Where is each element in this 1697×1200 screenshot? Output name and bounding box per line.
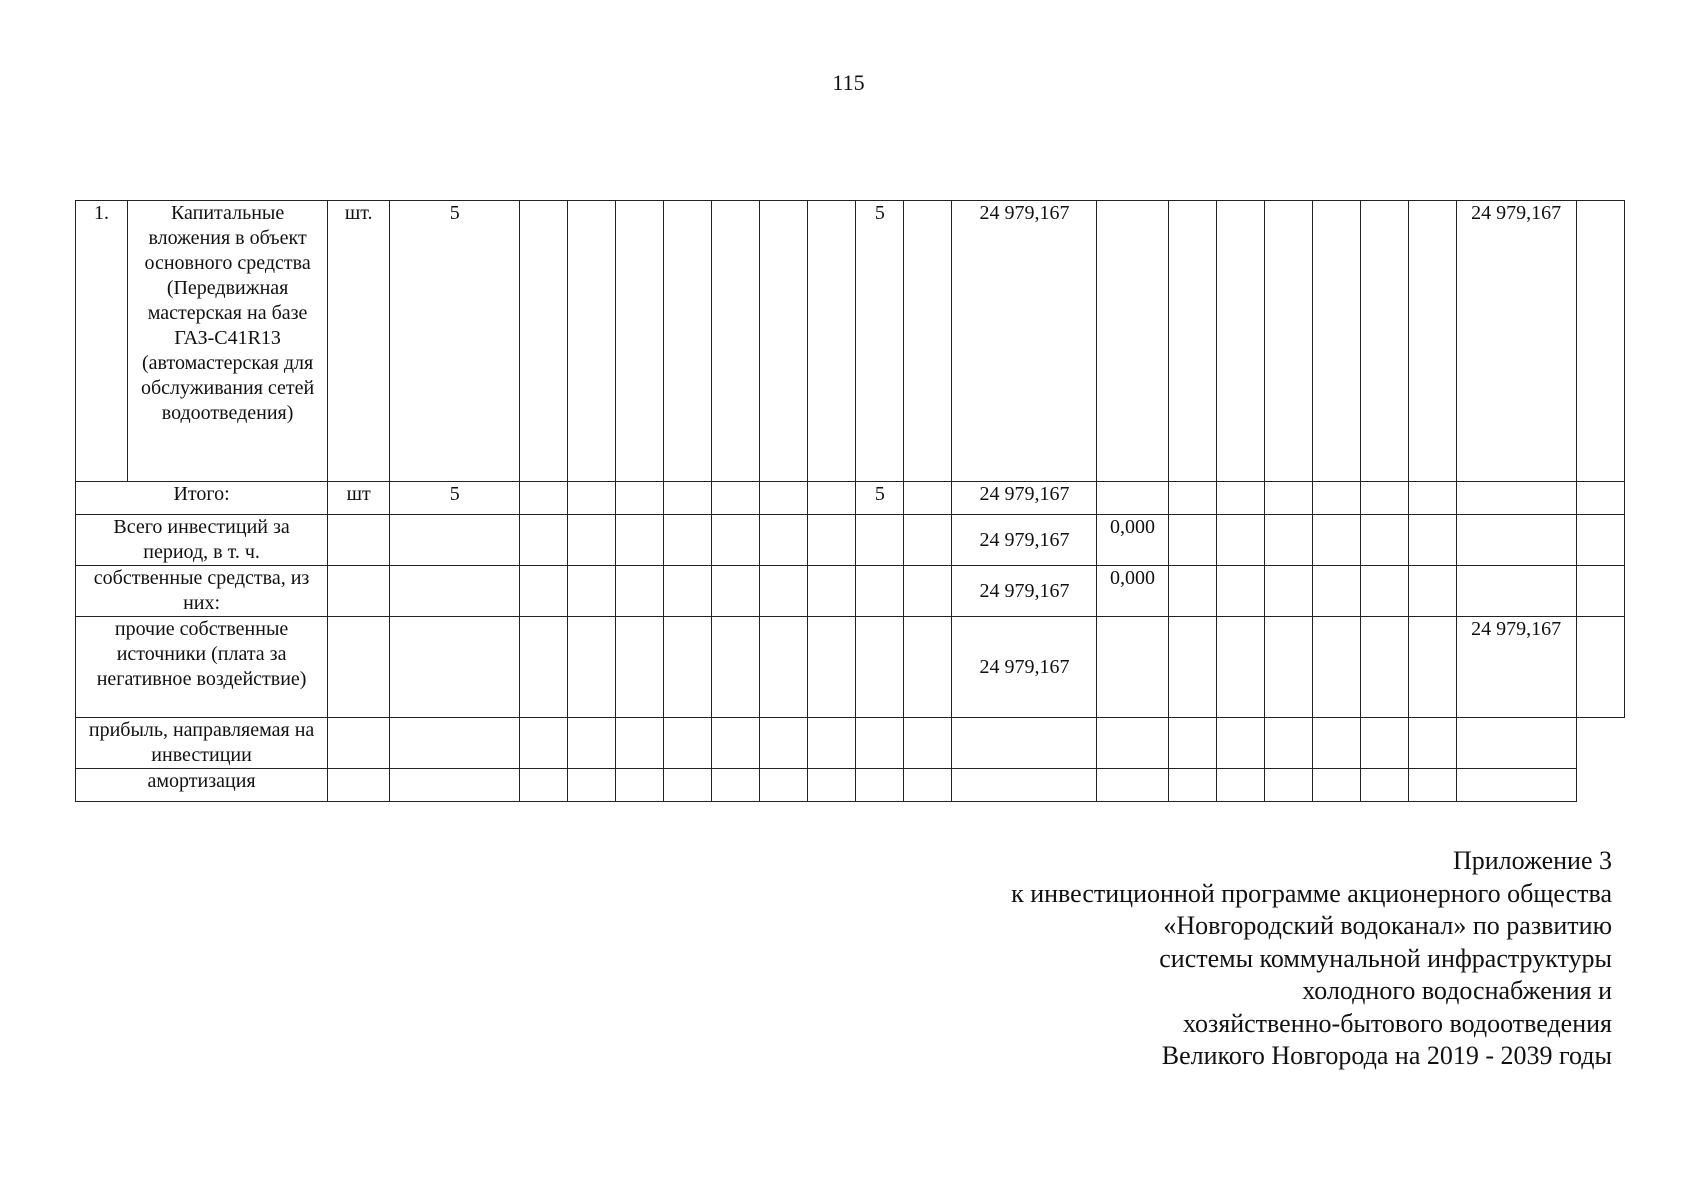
cell-empty xyxy=(1312,718,1360,769)
cell-empty xyxy=(760,617,808,718)
cell-total-qty: 5 xyxy=(390,482,520,515)
cell-empty xyxy=(1576,201,1624,482)
cell-item-unit: шт. xyxy=(328,201,390,482)
cell-empty xyxy=(760,566,808,617)
cell-empty xyxy=(1312,201,1360,482)
page-number: 115 xyxy=(832,70,865,95)
cell-empty xyxy=(1312,769,1360,802)
cell-empty xyxy=(808,515,856,566)
appendix-line: к инвестиционной программе акционерного общества xyxy=(1011,878,1612,908)
cell-empty xyxy=(616,617,664,718)
cell-empty xyxy=(1264,201,1312,482)
cell-empty xyxy=(1168,201,1216,482)
cell-empty xyxy=(1360,718,1408,769)
cell-empty xyxy=(1456,769,1576,802)
cell-empty xyxy=(390,566,520,617)
cell-own-value: 0,000 xyxy=(1097,566,1168,617)
cell-empty xyxy=(1312,566,1360,617)
cell-empty xyxy=(568,566,616,617)
cell-empty xyxy=(1408,515,1456,566)
cell-other-amount: 24 979,167 xyxy=(952,617,1097,718)
table-row-all-investments xyxy=(76,515,1625,566)
cell-empty xyxy=(616,515,664,566)
cell-empty xyxy=(1168,718,1216,769)
cell-empty xyxy=(856,769,904,802)
cell-empty xyxy=(1264,718,1312,769)
cell-empty xyxy=(520,718,568,769)
table-row-other-sources xyxy=(76,617,1625,718)
cell-other-label: прочие собственные источники (плата за негативное воздействие) xyxy=(76,617,328,718)
cell-empty xyxy=(1168,515,1216,566)
cell-empty xyxy=(904,617,952,718)
appendix-line: «Новгородский водоканал» по развитию xyxy=(1163,911,1612,940)
cell-total-qty2: 5 xyxy=(856,482,904,515)
cell-empty xyxy=(760,201,808,482)
cell-empty xyxy=(1576,515,1624,566)
cell-total-label: Итого: xyxy=(76,482,328,515)
table-row-own-funds xyxy=(76,566,1625,617)
cell-empty xyxy=(664,718,712,769)
cell-empty xyxy=(1216,482,1264,515)
cell-empty xyxy=(1097,718,1168,769)
cell-empty xyxy=(1408,566,1456,617)
cell-empty xyxy=(328,718,390,769)
cell-empty xyxy=(904,201,952,482)
cell-item-qty: 5 xyxy=(390,201,520,482)
cell-empty xyxy=(664,566,712,617)
cell-empty xyxy=(1360,515,1408,566)
cell-empty xyxy=(856,718,904,769)
cell-empty xyxy=(664,769,712,802)
cell-empty xyxy=(1097,201,1168,482)
cell-empty xyxy=(1168,617,1216,718)
cell-empty xyxy=(1168,566,1216,617)
cell-empty xyxy=(1408,718,1456,769)
cell-empty xyxy=(712,566,760,617)
cell-empty xyxy=(1264,617,1312,718)
cell-empty xyxy=(808,482,856,515)
cell-empty xyxy=(1360,617,1408,718)
cell-empty xyxy=(1097,617,1168,718)
cell-empty xyxy=(328,769,390,802)
cell-amort-label: амортизация xyxy=(76,769,328,802)
investment-table xyxy=(75,200,1625,802)
cell-item-name: Капитальные вложения в объект основного средства (Передвижная мастерская на базе ГАЗ-С41R13 (автомастерская для обслуживания сетей водоотведения) xyxy=(128,201,328,482)
cell-empty xyxy=(328,566,390,617)
cell-empty xyxy=(712,482,760,515)
cell-all-value: 0,000 xyxy=(1097,515,1168,566)
cell-empty xyxy=(1456,566,1576,617)
appendix-line: Великого Новгорода на 2019 - 2039 годы xyxy=(1161,1041,1612,1070)
cell-empty xyxy=(328,617,390,718)
cell-empty xyxy=(1216,617,1264,718)
cell-empty xyxy=(390,718,520,769)
cell-empty xyxy=(1216,718,1264,769)
cell-empty xyxy=(616,201,664,482)
cell-empty xyxy=(520,769,568,802)
cell-empty xyxy=(390,617,520,718)
cell-empty xyxy=(1576,617,1624,718)
cell-empty xyxy=(904,482,952,515)
cell-empty xyxy=(760,515,808,566)
cell-empty xyxy=(568,515,616,566)
cell-empty xyxy=(1264,515,1312,566)
table-row-profit xyxy=(76,718,1625,769)
cell-empty xyxy=(616,566,664,617)
cell-empty xyxy=(1312,617,1360,718)
cell-own-label: собственные средства, из них: xyxy=(76,566,328,617)
cell-empty xyxy=(1168,482,1216,515)
cell-empty xyxy=(904,566,952,617)
appendix-caption xyxy=(1011,845,1612,1073)
cell-empty xyxy=(390,515,520,566)
cell-empty xyxy=(760,718,808,769)
cell-empty xyxy=(568,201,616,482)
cell-total-amount: 24 979,167 xyxy=(952,482,1097,515)
cell-empty xyxy=(520,201,568,482)
cell-empty xyxy=(952,769,1097,802)
cell-empty xyxy=(1360,482,1408,515)
cell-empty xyxy=(520,515,568,566)
cell-empty xyxy=(712,769,760,802)
cell-empty xyxy=(712,201,760,482)
cell-empty xyxy=(856,566,904,617)
cell-empty xyxy=(712,617,760,718)
appendix-line: холодного водоснабжения и xyxy=(1302,976,1612,1005)
cell-empty xyxy=(1264,769,1312,802)
cell-empty xyxy=(1264,566,1312,617)
cell-empty xyxy=(952,718,1097,769)
cell-empty xyxy=(520,482,568,515)
cell-empty xyxy=(808,201,856,482)
cell-empty xyxy=(808,617,856,718)
cell-all-label: Всего инвестиций за период, в т. ч. xyxy=(76,515,328,566)
cell-empty xyxy=(1097,769,1168,802)
cell-empty xyxy=(568,617,616,718)
cell-empty xyxy=(808,769,856,802)
cell-empty xyxy=(760,482,808,515)
cell-empty xyxy=(664,617,712,718)
cell-empty xyxy=(1312,515,1360,566)
cell-item-amount: 24 979,167 xyxy=(952,201,1097,482)
cell-empty xyxy=(712,515,760,566)
cell-empty xyxy=(1360,201,1408,482)
cell-empty xyxy=(856,617,904,718)
table-row-total xyxy=(76,482,1625,515)
cell-empty xyxy=(1216,769,1264,802)
cell-empty xyxy=(1312,482,1360,515)
cell-empty xyxy=(1408,769,1456,802)
cell-empty xyxy=(664,482,712,515)
cell-empty xyxy=(1216,566,1264,617)
cell-empty xyxy=(1456,482,1576,515)
cell-item-amount-last: 24 979,167 xyxy=(1456,201,1576,482)
cell-empty xyxy=(808,566,856,617)
cell-own-amount: 24 979,167 xyxy=(952,566,1097,617)
appendix-line: хозяйственно-бытового водоотведения xyxy=(1182,1008,1612,1038)
cell-empty xyxy=(664,201,712,482)
table-row-item xyxy=(76,201,1625,482)
cell-empty xyxy=(1408,482,1456,515)
cell-item-qty2: 5 xyxy=(856,201,904,482)
cell-empty xyxy=(1216,515,1264,566)
cell-empty xyxy=(904,515,952,566)
cell-empty xyxy=(616,482,664,515)
appendix-line: Приложение 3 xyxy=(1452,846,1612,875)
table-row-amortization xyxy=(76,769,1625,802)
cell-empty xyxy=(1264,482,1312,515)
cell-empty xyxy=(568,718,616,769)
cell-item-number: 1. xyxy=(76,201,128,482)
cell-empty xyxy=(1456,515,1576,566)
cell-empty xyxy=(808,718,856,769)
cell-empty xyxy=(520,566,568,617)
cell-empty xyxy=(1360,769,1408,802)
cell-empty xyxy=(616,769,664,802)
cell-empty xyxy=(1576,482,1624,515)
cell-empty xyxy=(1456,718,1576,769)
cell-empty xyxy=(1408,617,1456,718)
cell-empty xyxy=(1408,201,1456,482)
cell-empty xyxy=(904,718,952,769)
cell-empty xyxy=(1360,566,1408,617)
cell-empty xyxy=(568,769,616,802)
cell-empty xyxy=(1168,769,1216,802)
cell-empty xyxy=(390,769,520,802)
cell-profit-label: прибыль, направляемая на инвестиции xyxy=(76,718,328,769)
appendix-line: системы коммунальной инфраструктуры xyxy=(1159,943,1612,973)
cell-empty xyxy=(712,718,760,769)
cell-empty xyxy=(616,718,664,769)
cell-other-amount-last: 24 979,167 xyxy=(1456,617,1576,718)
cell-empty xyxy=(520,617,568,718)
cell-empty xyxy=(1576,566,1624,617)
cell-empty xyxy=(1216,201,1264,482)
cell-total-unit: шт xyxy=(328,482,390,515)
cell-empty xyxy=(1097,482,1168,515)
cell-empty xyxy=(904,769,952,802)
cell-empty xyxy=(328,515,390,566)
cell-empty xyxy=(664,515,712,566)
cell-all-amount: 24 979,167 xyxy=(952,515,1097,566)
cell-empty xyxy=(760,769,808,802)
cell-empty xyxy=(568,482,616,515)
cell-empty xyxy=(856,515,904,566)
